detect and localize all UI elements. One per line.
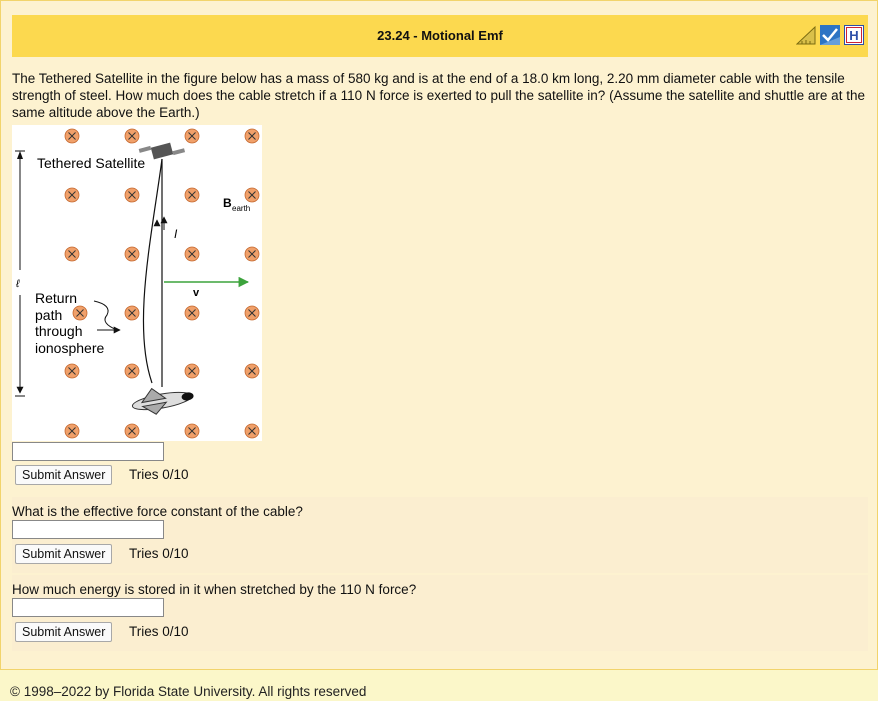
current-label: I (174, 227, 178, 241)
tries-counter-3: Tries 0/10 (129, 624, 189, 639)
svg-text:H: H (849, 28, 859, 43)
length-label: ℓ (16, 278, 20, 290)
question-2-text: What is the effective force constant of the cable? (12, 504, 303, 519)
satellite-icon (139, 143, 185, 160)
ruler-icon[interactable] (796, 25, 816, 45)
tethered-satellite-figure (12, 125, 262, 441)
return-path-line-2: path (35, 307, 63, 323)
submit-answer-button-2[interactable]: Submit Answer (15, 544, 112, 564)
answer-input-1[interactable] (12, 442, 164, 461)
velocity-label: v (193, 287, 200, 299)
submit-answer-button-3[interactable]: Submit Answer (15, 622, 112, 642)
b-field-label: B (223, 196, 232, 210)
return-path-line-4: ionosphere (35, 340, 105, 356)
help-icon[interactable] (844, 25, 864, 45)
question-3-text: How much energy is stored in it when stretched by the 110 N force? (12, 582, 417, 597)
return-path-line-1: Return (35, 290, 78, 306)
submit-answer-button-1[interactable]: Submit Answer (15, 465, 112, 485)
b-field-subscript: earth (232, 204, 251, 213)
checkmark-icon[interactable] (820, 25, 840, 45)
page-title: 23.24 - Motional Emf (377, 28, 503, 43)
return-path-line-3: through (35, 323, 83, 339)
answer-input-2[interactable] (12, 520, 164, 539)
satellite-label: Tethered Satellite (37, 155, 146, 171)
copyright-footer: © 1998–2022 by Florida State University. All rights reserved (10, 684, 367, 699)
answer-input-3[interactable] (12, 598, 164, 617)
shuttle-icon (130, 382, 196, 418)
tries-counter-1: Tries 0/10 (129, 467, 189, 482)
problem-header (12, 15, 868, 57)
tries-counter-2: Tries 0/10 (129, 546, 189, 561)
question-1-text: The Tethered Satellite in the figure below has a mass of 580 kg and is at the end of a 18.0 km long, 2.20 mm diameter cable with the tensile strength of steel. How much does the cable stretch if a 110 N force is exerted to pull the satellite in? (Assume the satellite and shuttle are at the same altitude above the Earth.) (12, 71, 865, 120)
